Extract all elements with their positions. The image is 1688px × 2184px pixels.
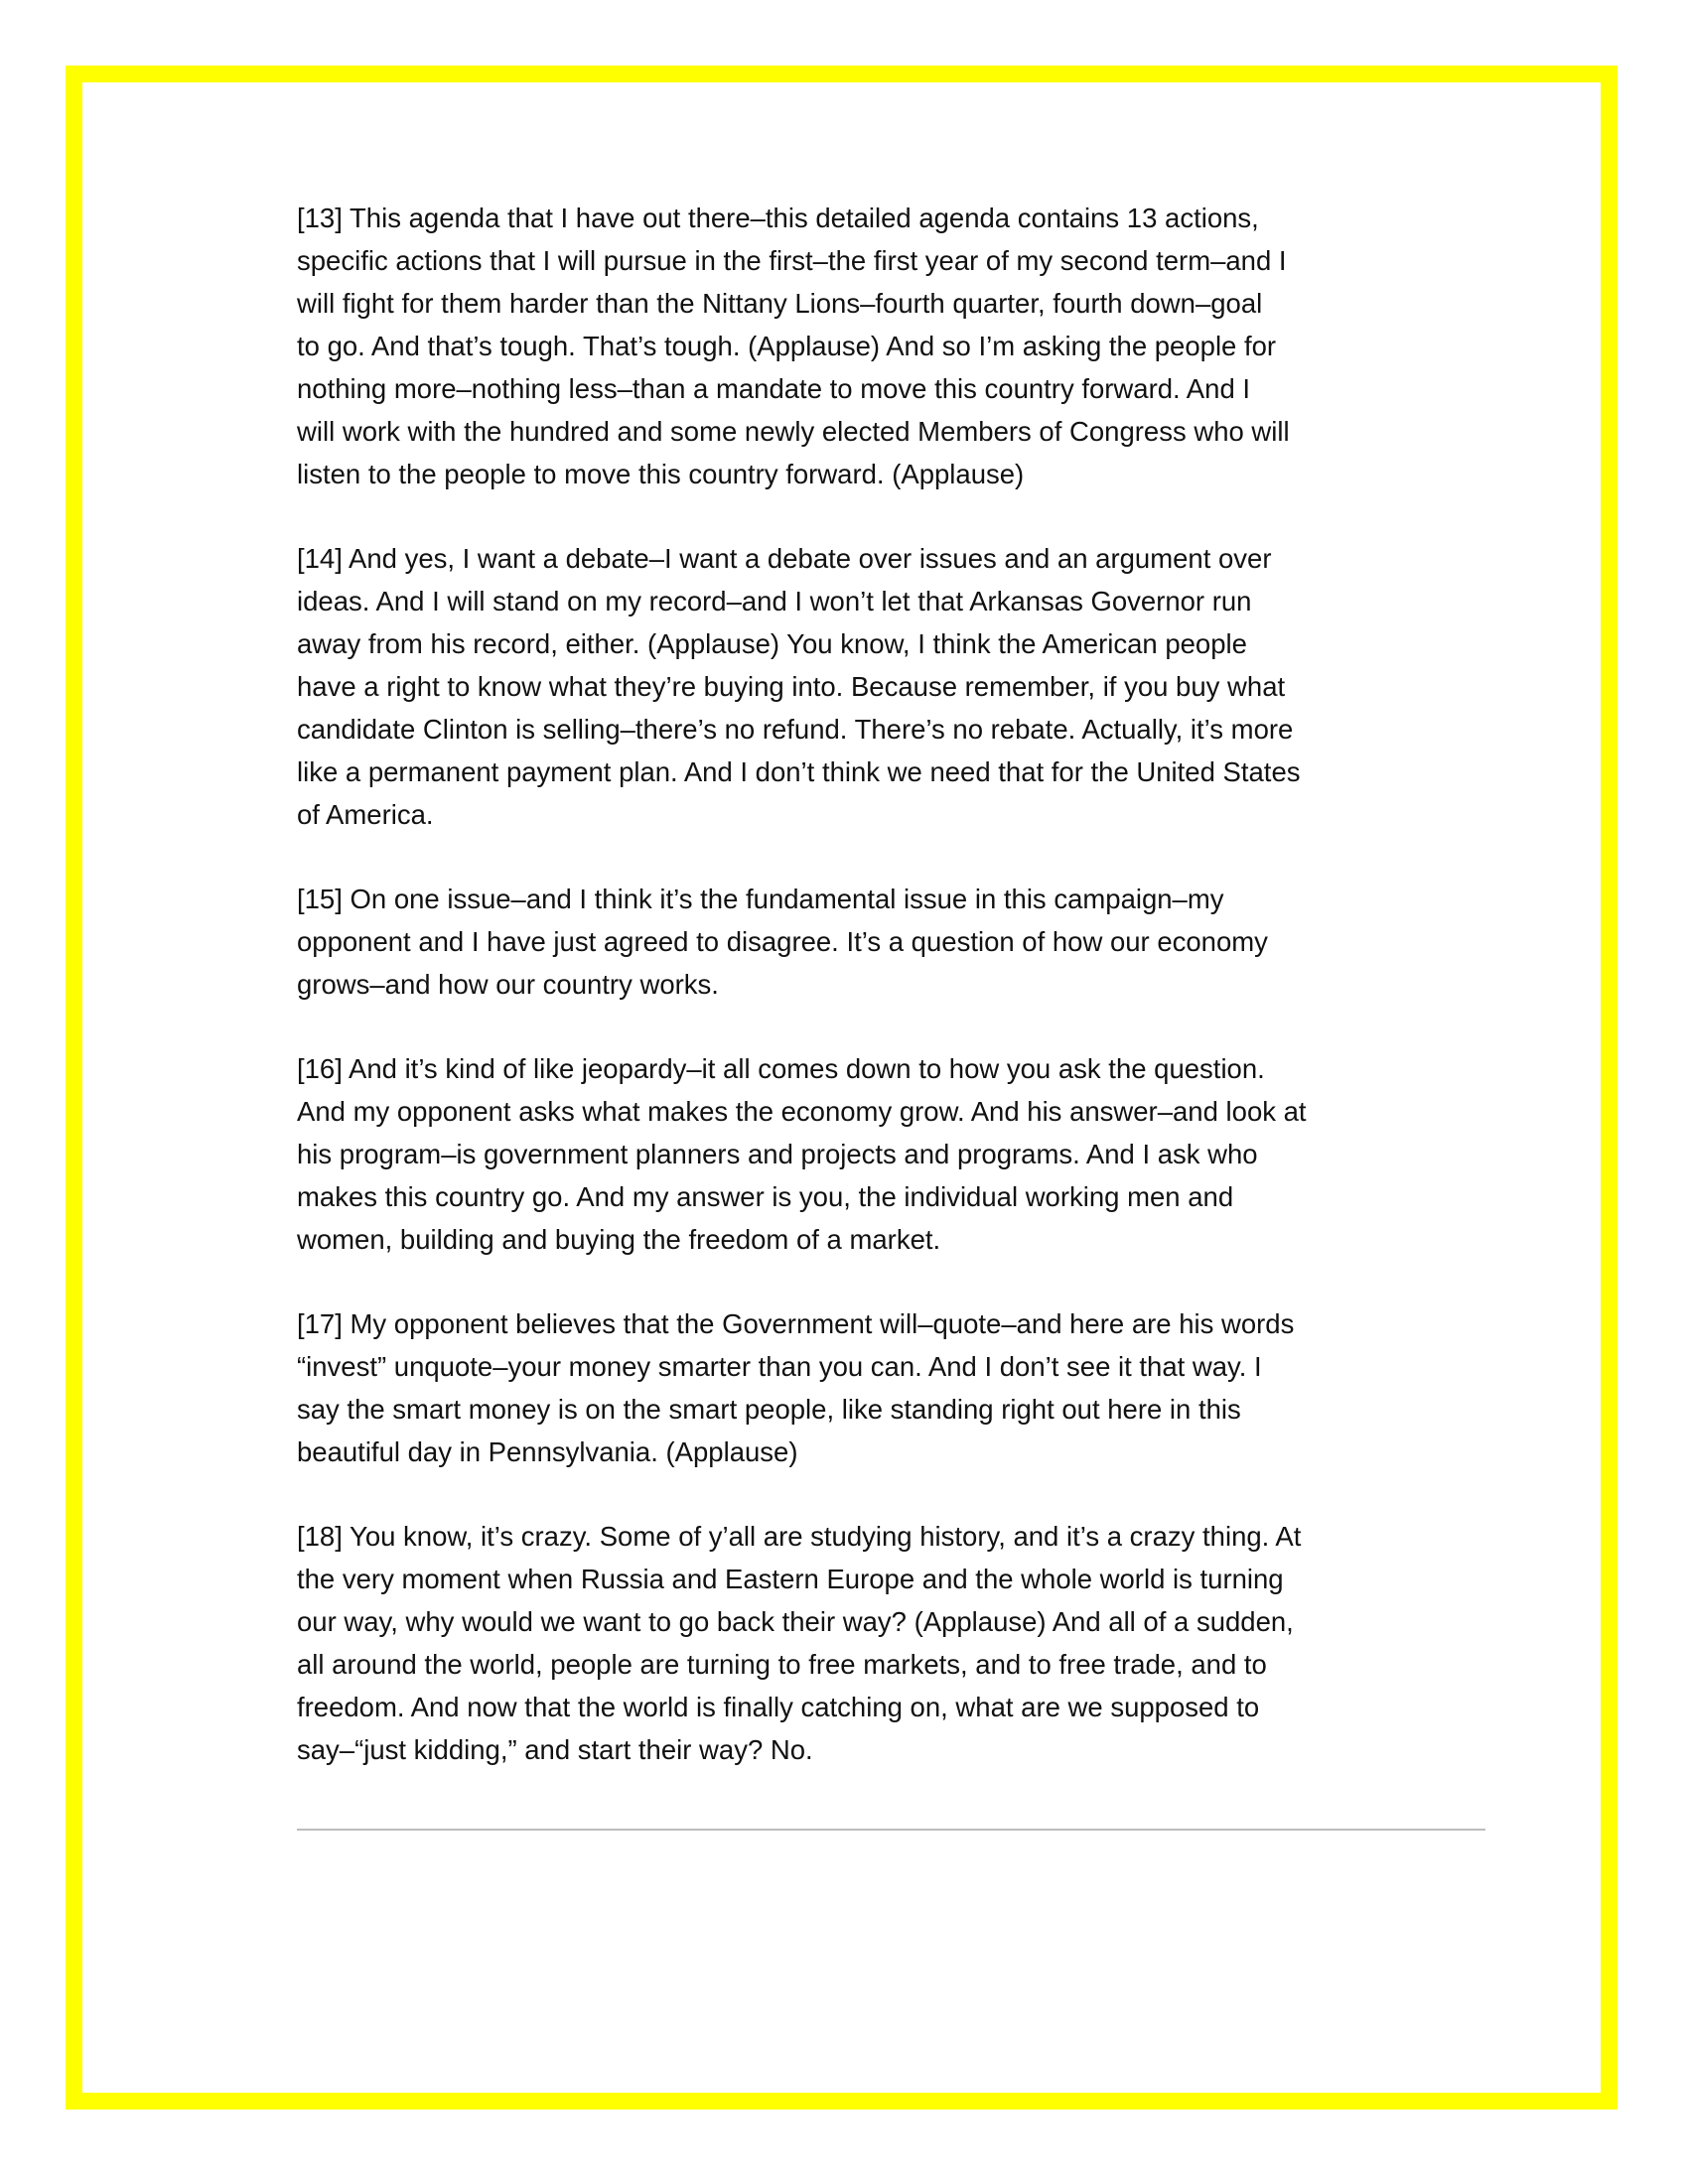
- paragraph: [297, 1515, 1488, 1771]
- text-line: ideas. And I will stand on my record–and I won’t let that Arkansas Governor run: [297, 586, 1252, 616]
- text-line: his program–is government planners and projects and programs. And I ask who: [297, 1139, 1258, 1169]
- text-line: grows–and how our country works.: [297, 969, 719, 1000]
- text-line: to go. And that’s tough. That’s tough. (Applause) And so I’m asking the people for: [297, 331, 1277, 361]
- text-line: candidate Clinton is selling–there’s no refund. There’s no rebate. Actually, it’s more: [297, 714, 1294, 745]
- text-line: will work with the hundred and some newly elected Members of Congress who will: [297, 416, 1290, 447]
- text-line: the very moment when Russia and Eastern Europe and the whole world is turning: [297, 1564, 1284, 1594]
- text-line: beautiful day in Pennsylvania. (Applause): [297, 1436, 798, 1467]
- paragraph: [297, 537, 1488, 836]
- document-body: [297, 197, 1488, 1813]
- text-line: all around the world, people are turning to free markets, and to free trade, and to: [297, 1649, 1267, 1680]
- text-line: [16] And it’s kind of like jeopardy–it all comes down to how you ask the question.: [297, 1053, 1265, 1084]
- text-line: say–“just kidding,” and start their way? No.: [297, 1734, 813, 1765]
- text-line: [17] My opponent believes that the Government will–quote–and here are his words: [297, 1308, 1295, 1339]
- text-line: nothing more–nothing less–than a mandate to move this country forward. And I: [297, 373, 1251, 404]
- footer-divider: [297, 1829, 1485, 1831]
- text-line: listen to the people to move this country forward. (Applause): [297, 459, 1025, 489]
- text-line: makes this country go. And my answer is you, the individual working men and: [297, 1181, 1234, 1212]
- text-line: freedom. And now that the world is finally catching on, what are we supposed to: [297, 1692, 1260, 1722]
- text-line: away from his record, either. (Applause) You know, I think the American people: [297, 628, 1247, 659]
- paragraph: [297, 1302, 1488, 1473]
- paragraph: [297, 1047, 1488, 1261]
- text-line: And my opponent asks what makes the economy grow. And his answer–and look at: [297, 1096, 1307, 1127]
- paragraph: [297, 878, 1488, 1006]
- text-line: “invest” unquote–your money smarter than you can. And I don’t see it that way. I: [297, 1351, 1262, 1382]
- text-line: say the smart money is on the smart people, like standing right out here in this: [297, 1394, 1241, 1425]
- text-line: [18] You know, it’s crazy. Some of y’all are studying history, and it’s a crazy thing. At: [297, 1521, 1302, 1552]
- text-line: like a permanent payment plan. And I don’t think we need that for the United States: [297, 756, 1301, 787]
- text-line: opponent and I have just agreed to disagree. It’s a question of how our economy: [297, 926, 1268, 957]
- text-line: [15] On one issue–and I think it’s the fundamental issue in this campaign–my: [297, 884, 1224, 914]
- text-line: of America.: [297, 799, 434, 830]
- text-line: our way, why would we want to go back their way? (Applause) And all of a sudden,: [297, 1606, 1294, 1637]
- text-line: have a right to know what they’re buying into. Because remember, if you buy what: [297, 671, 1286, 702]
- text-line: [13] This agenda that I have out there–this detailed agenda contains 13 actions,: [297, 203, 1259, 233]
- text-line: specific actions that I will pursue in the first–the first year of my second term–and I: [297, 245, 1287, 276]
- text-line: [14] And yes, I want a debate–I want a debate over issues and an argument over: [297, 543, 1272, 574]
- paragraph: [297, 197, 1488, 495]
- text-line: women, building and buying the freedom of a market.: [297, 1224, 941, 1255]
- text-line: will fight for them harder than the Nittany Lions–fourth quarter, fourth down–goal: [297, 288, 1263, 319]
